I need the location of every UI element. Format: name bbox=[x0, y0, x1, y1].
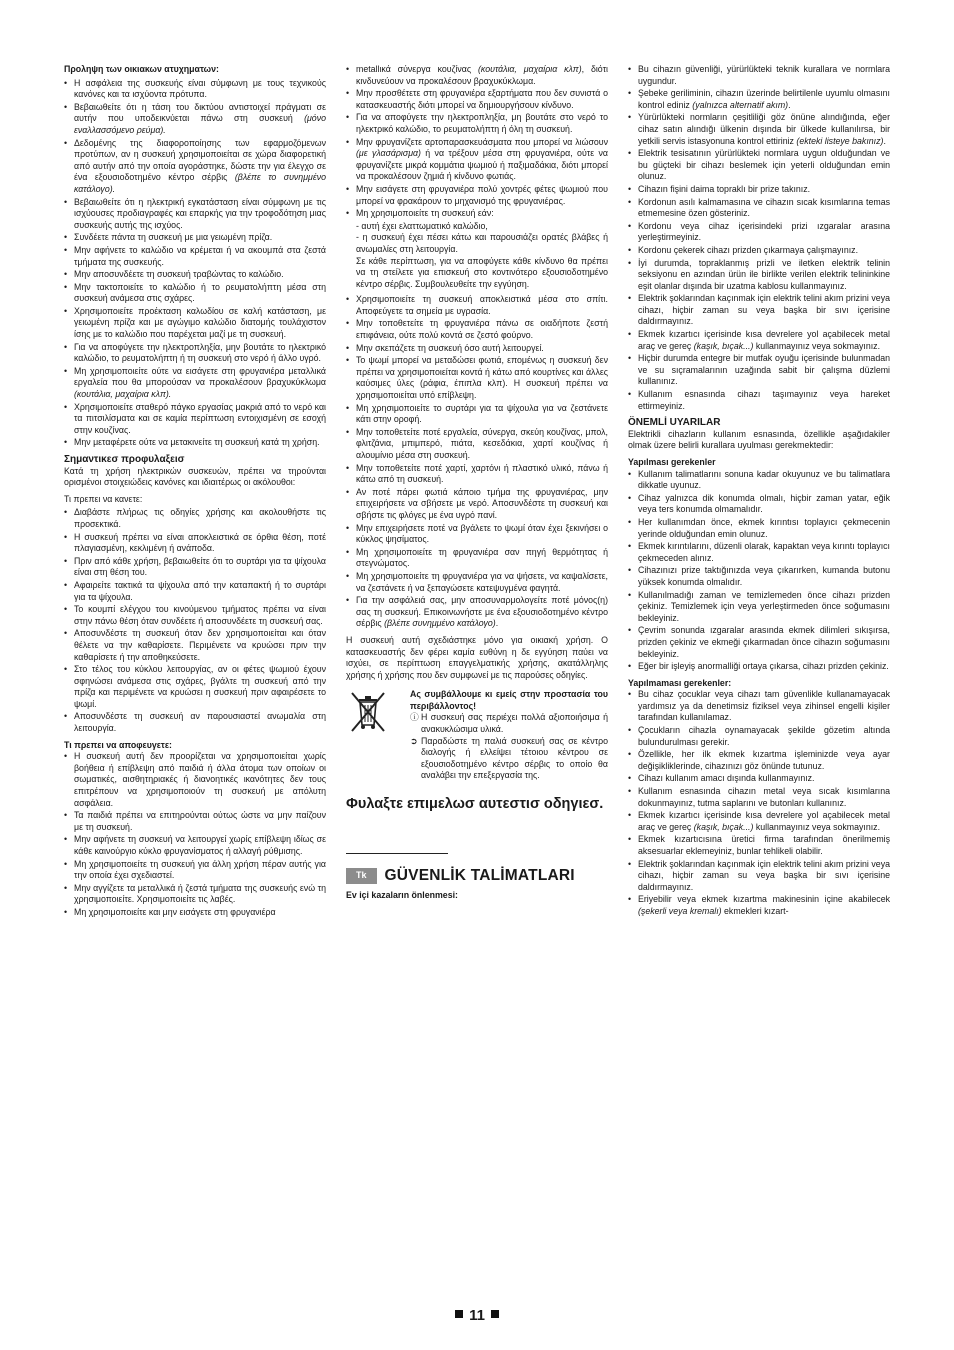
heading-donts: Yapılmaması gerekenler: bbox=[628, 677, 732, 688]
list-item: • Μην σκεπάζετε τη συσκευή όσο αυτή λειτουργεί. bbox=[346, 343, 608, 355]
list-what-to-avoid bbox=[64, 751, 326, 918]
list-item: • Μην μεταφέρετε ούτε να μετακινείτε τη συσκευή κατά τη χρήση. bbox=[64, 437, 326, 449]
list-item: • Αν ποτέ πάρει φωτιά κάποιο τμήμα της φρυγανιέρας, μην επιχειρήσετε να σβήσετε με νερό. Αποσυνδέστε τη συσκευή και σβήστε τις φλόγες με ένα υγρό πανί. bbox=[346, 487, 608, 522]
list-item: • Τα παιδιά πρέπει να επιτηρούνται ούτως ώστε να μην παίζουν με τη συσκευή. bbox=[64, 810, 326, 833]
list-item: • Η συσκευή αυτή δεν προορίζεται να χρησιμοποιείται χωρίς βοήθεια ή επίβλεψη από παιδιά ή άλλα άτομα των οποίων οι σωματικές, αισθητηριακές ή διανοητικές ικανότητες δεν τους επιτρέπουν να χρησιμοποιούν τη συσκευή με απόλυτη ασφάλεια. bbox=[64, 751, 326, 809]
list-item: • Το κουμπί ελέγχου του κινούμενου τμήματος πρέπει να είναι στην πάνω θέση όταν συνδέετε ή αποσυνδέετε τη συσκευή σας. bbox=[64, 604, 326, 627]
turkish-column bbox=[628, 64, 890, 1300]
list-item: • Μην τοποθετείτε ποτέ εργαλεία, σύνεργα, σκεύη κουζίνας, μπολ, φλιτζάνια, μπιμπερό, πιάτα, κεσεδάκια, χαρτί κουζίνας ή αλουμίνιο μέσα στη συσκευή. bbox=[346, 427, 608, 462]
list-item: • Για να αποφύγετε την ηλεκτροπληξία, μη βουτάτε στο νερό το ηλεκτρικό καλώδιο, το ρευματολήπτη ή όλη τη συσκευή. bbox=[346, 112, 608, 135]
list-item: • Για την ασφάλειά σας, μην αποσυναρμολογείτε ποτέ μόνος(η) σας τη συσκευή. Επικοινωνήστε με ένα εξουσιοδοτημένο κέντρο σέρβις (βλέπε συνημμένο κατάλογο). bbox=[346, 595, 608, 630]
sub-condition-3: Σε κάθε περίπτωση, για να αποφύγετε κάθε κίνδυνο θα πρέπει να τη στείλετε για επισκευή στο κοντινότερο εξουσιοδοτημένο κέντρο σέρβις. Συμβουλευθείτε την εγγύηση. bbox=[356, 255, 608, 289]
environment-recycle-text: Παραδώστε τη παλιά συσκευή σας σε κέντρο διαλογής ή ελλείψει τέτοιου κέντρου σε εξουσιοδοτημένο κέντρο σέρβις το οποίο θα αναλάβει την επεξεργασία της. bbox=[421, 735, 608, 781]
list-item: • Kullanım talimatlarını sonuna kadar okuyunuz ve bu talimatlara dikkatle uyunuz. bbox=[628, 469, 890, 492]
list-item: • Μη χρησιμοποιείτε τη συσκευή για άλλη χρήση πέραν αυτής για την οποία έχει σχεδιαστεί. bbox=[64, 859, 326, 882]
list-item: • Cihazı kullanım amacı dışında kullanmayınız. bbox=[628, 773, 890, 785]
list-item: • Χρησιμοποιείτε τη συσκευή αποκλειστικά μέσα στο σπίτι. Αποφεύγετε τα σημεία με υγρασία. bbox=[346, 294, 608, 317]
list-accident-prevention bbox=[64, 78, 326, 449]
list-item: • Μην τοποθετείτε τη φρυγανιέρα πάνω σε οιαδήποτε ζεστή επιφάνεια, ούτε πολύ κοντά σε ζεστό φούρνο. bbox=[346, 318, 608, 341]
list-item: • Μην αφήνετε το καλώδιο να κρέμεται ή να ακουμπά στα ζεστά τμήματα της συσκευής. bbox=[64, 245, 326, 268]
list-item: • Hiçbir durumda entegre bir mutfak oyuğu içerisinde bulunmadan ve su sıçramalarının uzağında sabit bir çalışma düzlemi kullanınız. bbox=[628, 353, 890, 388]
heading-important-warnings: ÖNEMLİ UYARILAR bbox=[628, 417, 721, 429]
list-item: • Μη χρησιμοποιείτε τη φρυγανιέρα για να ψήσετε, να καψαλίσετε, να ζεστάνετε ή να ξεπαγώσετε κατεψυγμένα φαγητά. bbox=[346, 571, 608, 594]
arrow-icon: ➲ bbox=[410, 735, 418, 746]
environment-recycle-line bbox=[410, 736, 608, 782]
list-item: • Elektrik şoklarından kaçınmak için elektrik telini akım prizini veya cihazı, hiçbir zaman su veya başka bir sıvı içerisine daldırmayınız. bbox=[628, 293, 890, 328]
list-item: • Kordonu veya cihaz içerisindeki prizi ızgaralar arasına yerleştirmeyiniz. bbox=[628, 221, 890, 244]
list-item: • Για να αποφύγετε την ηλεκτροπληξία, μην βουτάτε το ηλεκτρικό καλώδιο, το ρευματολήπτη ή τη συσκευή στο νερό ή άλλο υγρό. bbox=[64, 342, 326, 365]
list-item: • Eriyebilir veya ekmek kızartma makinesinin içine akabilecek (şekerli veya kremalı) ekmekleri kızart- bbox=[628, 894, 890, 917]
list-item: • Çevrim sonunda ızgaralar arasında ekmek dilimleri sıkışırsa, prizden çekiniz ve ekmeği çıkarmadan önce cihazın soğumasını bekleyiniz. bbox=[628, 625, 890, 660]
sub-condition-2: - η συσκευή έχει πέσει κάτω και παρουσιάζει ορατές βλάβες ή ανωμαλίες στη λειτουργία. bbox=[356, 232, 608, 254]
list-item: • Elektrik tesisatının yürürlükteki normlara uygun olduğundan ve bu güçteki bir cihazı beslemek için yeterli olduğundan emin olunuz. bbox=[628, 148, 890, 183]
page-number: 11 bbox=[469, 1307, 485, 1324]
list-item: • Χρησιμοποιείτε προέκταση καλωδίου σε καλή κατάσταση, με γειωμένη πρίζα και με αγώγιμο καλώδιο διατομής τουλάχιστον ίσης με το καλώδιο που παρέχεται μαζί με τη συσκευή. bbox=[64, 306, 326, 341]
list-item: • İyi durumda, topraklanmış prizli ve iletken elektrik telinin seksiyonu en azından ürün ile birlikte verilen elektrik telininkine eşit olanlar dışında bir uzatma kablosu kullanmayınız. bbox=[628, 258, 890, 293]
list-item: • Μη χρησιμοποιείτε το συρτάρι για τα ψίχουλα για να ζεστάνετε κάτι στην οροφή. bbox=[346, 403, 608, 426]
environment-notice bbox=[346, 689, 608, 782]
list-item: • Μη χρησιμοποιείτε και μην εισάγετε στη φρυγανιέρα bbox=[64, 907, 326, 919]
keep-instructions-title: Φυλαξτε επιμελωσ αυτεστισ οδηγιεσ. bbox=[346, 796, 604, 813]
list-item: • Αποσυνδέστε τη συσκευή αν παρουσιαστεί ανωμαλία στη λειτουργία. bbox=[64, 711, 326, 734]
turkish-subheading: Ev içi kazaların önlenmesi: bbox=[346, 889, 458, 900]
section-divider bbox=[346, 853, 448, 854]
paragraph-precautions-intro: Κατά τη χρήση ηλεκτρικών συσκευών, πρέπει να τηρούνται ορισμένοι στοιχειώδεις κανόνες και ιδιαιτέρως οι ακόλουθοι: bbox=[64, 465, 326, 488]
environment-text bbox=[410, 689, 608, 782]
list-item: • Kullanım esnasında cihazı taşımayınız veya hareket ettirmeyiniz. bbox=[628, 389, 890, 412]
list-item: • Her kullanımdan önce, ekmek kırıntısı toplayıcı çekmecenin yerinde olduğundan emin olunuz. bbox=[628, 517, 890, 540]
language-badge: Tk bbox=[346, 868, 377, 884]
list-item: • Bu cihaz çocuklar veya cihazı tam güvenlikle kullanamayacak yardımsız ya da denetimsiz fiziksel veya zihinsel engelli kişiler tarafından kullanılamaz. bbox=[628, 689, 890, 724]
list-item: • Cihazın fişini daima topraklı bir prize takınız. bbox=[628, 184, 890, 196]
list-avoid-more bbox=[346, 294, 608, 630]
list-item: • Χρησιμοποιείτε σταθερό πάγκο εργασίας μακριά από το νερό και τα πιτσιλίσματα και σε καμία περίπτωση εντοιχισμένη σε εσοχή στην κουζίνας. bbox=[64, 402, 326, 437]
list-item: • Elektrik şoklarından kaçınmak için elektrik telini akım prizini veya cihazı, hiçbir zaman su veya başka bir sıvı içerisine daldırmayınız. bbox=[628, 859, 890, 894]
list-item: • Μην φρυγανίζετε αρτοπαρασκευάσματα που μπορεί να λιώσουν (με γλασάρισμα) ή να τρέξουν μέσα στη φρυγανιέρα, ούτε να φρυγανίζετε μικρά κομμάτια ψωμιού ή παξιμαδάκια, διότι μπορεί να προκαλέσουν ζημιά ή κίνδυνο φωτιάς. bbox=[346, 137, 608, 183]
list-item: • Μην τοποθετείτε ποτέ χαρτί, χαρτόνι ή πλαστικό υλικό, πάνω ή κάτω από τη συσκευή. bbox=[346, 463, 608, 486]
list-item: • Cihazınızı prize taktığınızda veya çıkarırken, kumanda butonu yüksek konumda olmalıdır. bbox=[628, 565, 890, 588]
list-item: • Μην αποσυνδέετε τη συσκευή τραβώντας το καλώδιο. bbox=[64, 269, 326, 281]
list-what-to-do bbox=[64, 507, 326, 734]
paragraph-warnings-intro: Elektrikli cihazların kullanım esnasında, özellikle aşağıdakiler olmak üzere belirli kurallara uyulması gerekmektedir: bbox=[628, 428, 890, 451]
list-item: • Μην επιχειρήσετε ποτέ να βγάλετε το ψωμί όταν έχει ξεκινήσει ο κύκλος ψησίματος. bbox=[346, 523, 608, 546]
turkish-section-header bbox=[346, 868, 608, 884]
list-item: • Yürürlükteki normların çeşitliliği göz önüne alındığında, eğer cihaz satın alındığı ülkenin dışında bir ülkede kullanılırsa, bir yetkili servis istasyonuna kontrol ettiriniz (ekteki listeye bakınız). bbox=[628, 112, 890, 147]
list-avoid-continued bbox=[346, 64, 608, 220]
list-item: • Çocukların cihazla oynamayacak şekilde gözetim altında bulundurulması gerekir. bbox=[628, 725, 890, 748]
crossed-bin-icon bbox=[346, 689, 390, 733]
list-item: • metallικά σύνεργα κουζίνας (κουτάλια, μαχαίρια κλπ), διότι κινδυνεύουν να προκαλέσουν βραχυκύκλωμα. bbox=[346, 64, 608, 87]
page-footer bbox=[0, 1307, 954, 1324]
greek-column-2 bbox=[346, 64, 608, 1294]
list-item: • Ekmek kızartıcı içerisinde kısa devrelere yol açabilecek metal araç ve gereç (kaşık, bıçak...) kullanmayınız veya sokmayınız. bbox=[628, 329, 890, 352]
list-item: • Η ασφάλεια της συσκευής είναι σύμφωνη με τους τεχνικούς κανόνες και τα ισχύοντα πρότυπα. bbox=[64, 78, 326, 101]
list-item: • Αποσυνδέστε τη συσκευή όταν δεν χρησιμοποιείται και όταν θέλετε να την καθαρίσετε. Περιμένετε να κρυώσει πριν την καθαρίσετε ή την αποθηκεύσετε. bbox=[64, 628, 326, 663]
heading-what-to-avoid: Τι πρεπει να αποφευγετε: bbox=[64, 739, 172, 750]
paragraph-household-use: Η συσκευή αυτή σχεδιάστηκε μόνο για οικιακή χρήση. Ο κατασκευαστής δεν φέρει καμία ευθύνη η δε εγγύηση παύει να ισχύει, σε περίπτωση επαγγελματικής χρήσης, ακατάλληλης χρήσης ή χρήσης που δεν συμφωνεί με τις παρούσες οδηγίες. bbox=[346, 634, 608, 680]
list-donts bbox=[628, 689, 890, 917]
info-icon: ⓘ bbox=[410, 712, 419, 723]
list-turkish-safety bbox=[628, 64, 890, 412]
heading-dos: Yapılması gerekenler bbox=[628, 457, 716, 467]
list-item: • Μην τακτοποιείτε το καλώδιο ή το ρευματολήπτη μέσα στη συσκευή ανάμεσα στις σχάρες. bbox=[64, 282, 326, 305]
list-dos bbox=[628, 469, 890, 673]
list-item: • Δεδομένης της διαφοροποίησης των εφαρμοζόμενων προτύπων, αν η συσκευή χρησιμοποιείται σε χώρα διαφορετική από αυτήν από την οποία αγοράστηκε, δώστε την για έλεγχο σε ένα εξουσιοδοτημένο κέντρο σέρβις (βλέπε το συνημμένο κατάλογο). bbox=[64, 138, 326, 196]
list-item: • Cihaz yalnızca dik konumda olmalı, hiçbir zaman yatar, eğik veya ters konumda olmamalıdır. bbox=[628, 493, 890, 516]
greek-column-1 bbox=[64, 64, 326, 1294]
list-item: • Συνδέετε πάντα τη συσκευή με μια γειωμένη πρίζα. bbox=[64, 232, 326, 244]
list-item: • Kordonu çekerek cihazı prizden çıkarmaya çalışmayınız. bbox=[628, 245, 890, 257]
paragraph-what-to-do: Τι πρεπει να κανετε: bbox=[64, 493, 143, 504]
list-item: • Μην αγγίζετε τα μεταλλικά ή ζεστά τμήματα της συσκευής ενώ τη χρησιμοποιείτε. Χρησιμοποιείτε τις λαβές. bbox=[64, 883, 326, 906]
list-item: • Ekmek kızartıcı içerisinde kısa devrelere yol açabilecek metal araç ve gereç (kaşık, bıçak...) kullanmayınız veya sokmayınız. bbox=[628, 810, 890, 833]
list-item: • Μην αφήνετε τη συσκευή να λειτουργεί χωρίς επίβλεψη ιδίως σε κάθε καινούργιο κύκλο φρυγανίσματος ή αλλαγή ρύθμισης. bbox=[64, 834, 326, 857]
environment-title: Ας συμβάλλουμε κι εμείς στην προστασία του περιβάλλοντος! bbox=[410, 689, 608, 711]
environment-info-line bbox=[410, 712, 608, 735]
list-item: • Αφαιρείτε τακτικά τα ψίχουλα από την καταπακτή ή το συρτάρι για τα ψίχουλα. bbox=[64, 580, 326, 603]
sub-conditions bbox=[356, 221, 608, 291]
environment-info-text: Η συσκευή σας περιέχει πολλά αξιοποιήσιμα ή ανακυκλώσιμα υλικά. bbox=[421, 712, 608, 735]
turkish-section-title: GÜVENLİK TALİMATLARI bbox=[384, 867, 575, 885]
list-item: • Μην προσθέτετε στη φρυγανιέρα εξαρτήματα που δεν συνιστά ο κατασκευαστής διότι μπορεί να δημιουργήσουν κίνδυνο. bbox=[346, 88, 608, 111]
square-bullet-icon bbox=[455, 1310, 463, 1318]
list-item: • Kullanım esnasında cihazın metal veya sıcak kısımlarına dokunmayınız, tutma saplarını ve butonları kullanınız. bbox=[628, 786, 890, 809]
list-item: • Πριν από κάθε χρήση, βεβαιωθείτε ότι το συρτάρι για τα ψίχουλα είναι στη θέση του. bbox=[64, 556, 326, 579]
sub-condition-1: - αυτή έχει ελαττωματικό καλώδιο, bbox=[356, 220, 488, 231]
list-item: • Şebeke geriliminin, cihazın üzerinde belirtilenle uyumlu olmasını kontrol ediniz (yalnızca alternatif akım). bbox=[628, 88, 890, 111]
list-item: • Kullanılmadığı zaman ve temizlemeden önce cihazı prizden çekiniz. Temizlemek için veya yerleştirmeden önce soğumasını bekleyiniz. bbox=[628, 590, 890, 625]
list-item: • Στο τέλος του κύκλου λειτουργίας, αν οι φέτες ψωμιού έχουν σφηνώσει ανάμεσα στις σχάρες, βγάλτε τη συσκευή από την πρίζα και περιμένετε να κρυώσει η συσκευή πριν αφαιρέσετε το ψωμί. bbox=[64, 664, 326, 710]
heading-accident-prevention: Προληψη των οικιακων ατυχηματων: bbox=[64, 64, 219, 74]
list-item: • Μην εισάγετε στη φρυγανιέρα πολύ χοντρές φέτες ψωμιού που μπορεί να φρακάρουν το μηχανισμό της φρυγανιέρας. bbox=[346, 184, 608, 207]
list-item: • Kordonun asılı kalmamasına ve cihazın sıcak kısımlarına temas etmemesine özen gösteriniz. bbox=[628, 197, 890, 220]
list-item: • Η συσκευή πρέπει να είναι αποκλειστικά σε όρθια θέση, ποτέ πλαγιασμένη, κεκλιμένη ή ανάποδα. bbox=[64, 532, 326, 555]
list-item: • Βεβαιωθείτε ότι η ηλεκτρική εγκατάσταση είναι σύμφωνη με τις ισχύουσες προδιαγραφές και επαρκής για την τροφοδότηση μιας συσκευής αυτής της ισχύος. bbox=[64, 197, 326, 232]
list-item: • Μη χρησιμοποιείτε ούτε να εισάγετε στη φρυγανιέρα μεταλλικά εργαλεία που θα μπορούσαν να προκαλέσουν βραχυκύκλωμα (κουτάλια, μαχαίρια κλπ). bbox=[64, 366, 326, 401]
list-item: • Βεβαιωθείτε ότι η τάση του δικτύου αντιστοιχεί πράγματι σε αυτήν που υποδεικνύεται πάνω στη συσκευή (μόνο εναλλασσόμενο ρεύμα). bbox=[64, 102, 326, 137]
list-item: • Ekmek kızartıcısına üretici firma tarafından önerilmemiş aksesuarlar eklemeyiniz, bunlar tehlikeli olabilir. bbox=[628, 834, 890, 857]
heading-important-precautions: Σημαντικεσ προφυλαξεισ bbox=[64, 454, 185, 465]
list-item: • Eğer bir işleyiş anormalliği ortaya çıkarsa, cihazı prizden çekiniz. bbox=[628, 661, 890, 673]
list-item: • Μη χρησιμοποιείτε τη συσκευή εάν: bbox=[346, 208, 608, 220]
list-item: • Το ψωμί μπορεί να μεταδώσει φωτιά, επομένως η συσκευή δεν πρέπει να χρησιμοποιείται κοντά ή κάτω από κουρτίνες και άλλες καύσιμες ύλες (ράφια, έπιπλα κλπ). Η συσκευή πρέπει να χρησιμοποιείται υπό επίβλεψη. bbox=[346, 355, 608, 401]
list-item: • Διαβάστε πλήρως τις οδηγίες χρήσης και ακολουθήστε τις προσεκτικά. bbox=[64, 507, 326, 530]
list-item: • Özellikle, her ilk ekmek kızartma işleminizde veya ayar değişikliklerinde, cihazınızı göz önünde tutunuz. bbox=[628, 749, 890, 772]
list-item: • Μη χρησιμοποιείτε τη φρυγανιέρα σαν πηγή θερμότητας ή στεγνώματος. bbox=[346, 547, 608, 570]
list-item: • Bu cihazın güvenliği, yürürlükteki teknik kurallara ve normlara uygundur. bbox=[628, 64, 890, 87]
square-bullet-icon bbox=[491, 1310, 499, 1318]
list-item: • Ekmek kırıntılarını, düzenli olarak, kapaktan veya kırıntı toplayıcı çekmeceden alınız. bbox=[628, 541, 890, 564]
